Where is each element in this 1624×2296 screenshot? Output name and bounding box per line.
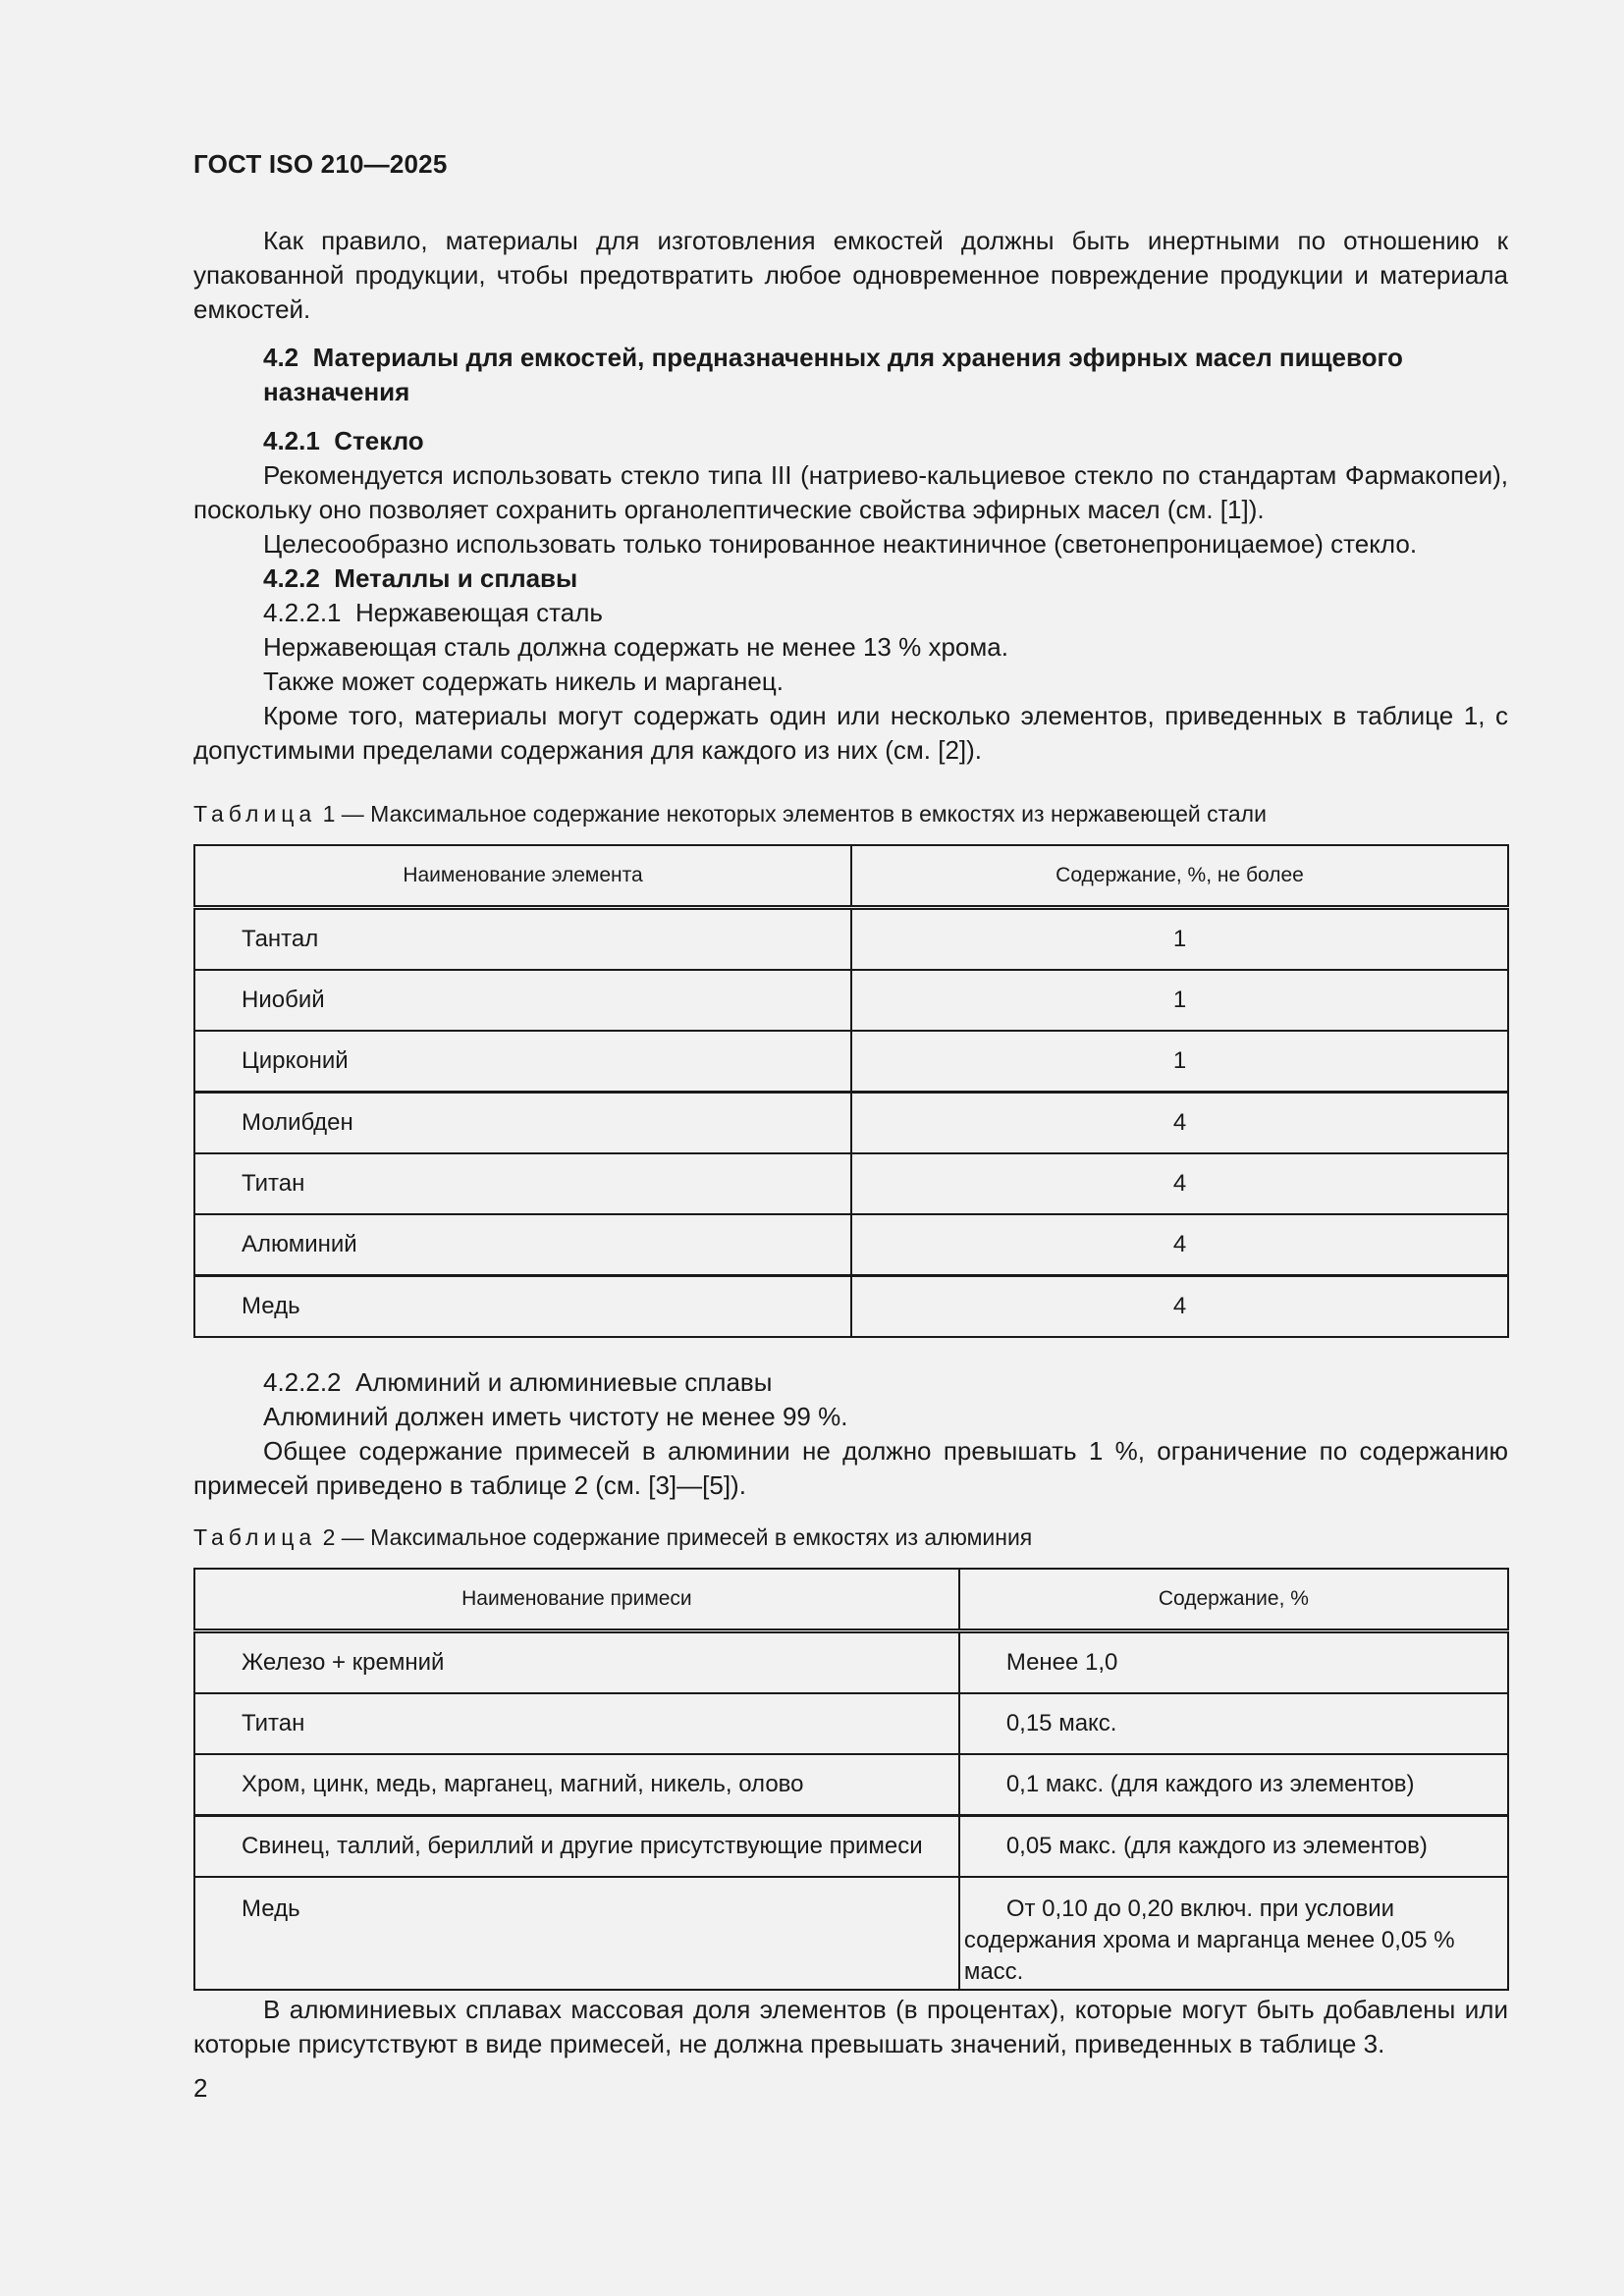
table-2-caption-text: 2 — Максимальное содержание примесей в емкостях из алюминия	[322, 1524, 1033, 1550]
element-value-cell: 1	[851, 970, 1508, 1031]
section-4-2-1-number: 4.2.1	[263, 426, 320, 455]
glass-paragraph-1: Рекомендуется использовать стекло типа III (натриево-кальциевое стекло по стандартам Фармакопеи), поскольку оно позволяет сохранить органолептические свойства эфирных масел (см. [1]).	[193, 460, 1508, 524]
table-row	[194, 1031, 1508, 1093]
impurity-name-cell: Железо + кремний	[194, 1631, 959, 1694]
table-1-caption	[193, 801, 1267, 828]
section-4-2-heading	[193, 341, 1508, 409]
element-value-cell: 4	[851, 1153, 1508, 1214]
table-2-caption-word: Таблица	[193, 1524, 317, 1550]
element-value-cell: 1	[851, 908, 1508, 971]
impurity-value-cell: От 0,10 до 0,20 включ. при условии содержания хрома и марганца менее 0,05 % масс.	[959, 1877, 1508, 1990]
glass-paragraph-2: Целесообразно использовать только тонированное неактиничное (светонепроницаемое) стекло.	[263, 529, 1418, 559]
document-header: ГОСТ ISO 210—2025	[193, 149, 448, 179]
steel-paragraph-3: Кроме того, материалы могут содержать один или несколько элементов, приведенных в таблице 1, с допустимыми пределами содержания для каждого из них (см. [2]).	[193, 701, 1508, 765]
section-4-2-number: 4.2	[263, 343, 299, 372]
section-4-2-2-2-number: 4.2.2.2	[263, 1367, 342, 1397]
section-4-2-1-title: Стекло	[334, 426, 424, 455]
section-4-2-2-2-heading	[193, 1365, 1508, 1400]
table-row	[194, 1093, 1508, 1154]
section-4-2-2-title: Металлы и сплавы	[334, 563, 578, 593]
table-row	[194, 1877, 1508, 1990]
closing-paragraph: В алюминиевых сплавах массовая доля элементов (в процентах), которые могут быть добавлены или которые присутствуют в виде примесей, не должна превышать значений, приведенных в таблице 3.	[193, 1995, 1508, 2058]
table-row	[194, 908, 1508, 971]
table-1-caption-word: Таблица	[193, 801, 317, 827]
table-row	[194, 1693, 1508, 1754]
element-name-cell: Медь	[194, 1276, 851, 1338]
element-name-cell: Алюминий	[194, 1214, 851, 1276]
impurity-value-cell: 0,05 макс. (для каждого из элементов)	[959, 1816, 1508, 1878]
element-name-cell: Молибден	[194, 1093, 851, 1154]
table-2-header-name: Наименование примеси	[194, 1569, 959, 1631]
element-name-cell: Ниобий	[194, 970, 851, 1031]
table-1-header-row	[194, 845, 1508, 908]
element-name-cell: Цирконий	[194, 1031, 851, 1093]
impurity-name-cell: Хром, цинк, медь, марганец, магний, никель, олово	[194, 1754, 959, 1816]
table-row	[194, 1631, 1508, 1694]
impurity-value-cell: 0,15 макс.	[959, 1693, 1508, 1754]
aluminium-paragraph-1: Алюминий должен иметь чистоту не менее 99 %.	[263, 1402, 848, 1431]
element-name-cell: Тантал	[194, 908, 851, 971]
section-4-2-title: Материалы для емкостей, предназначенных для хранения эфирных масел пищевого назначения	[263, 343, 1403, 406]
section-4-2-2-1-title: Нержавеющая сталь	[354, 598, 603, 627]
table-row	[194, 1153, 1508, 1214]
aluminium-paragraph-2: Общее содержание примесей в алюминии не должно превышать 1 %, ограничение по содержанию примесей приведено в таблице 2 (см. [3]—[5]).	[193, 1436, 1508, 1500]
section-4-2-2-number: 4.2.2	[263, 563, 320, 593]
table-2	[193, 1568, 1509, 1991]
page-number: 2	[193, 2073, 208, 2103]
impurity-name-cell: Медь	[194, 1877, 959, 1990]
table-row	[194, 1214, 1508, 1276]
impurity-name-cell: Свинец, таллий, бериллий и другие присутствующие примеси	[194, 1816, 959, 1878]
table-1-caption-text: 1 — Максимальное содержание некоторых элементов в емкостях из нержавеющей стали	[322, 801, 1267, 827]
section-4-2-2-2-title: Алюминий и алюминиевые сплавы	[354, 1367, 773, 1397]
section-4-2-1-heading	[193, 424, 1508, 458]
element-value-cell: 1	[851, 1031, 1508, 1093]
body-block-1	[193, 224, 1508, 768]
body-block-3	[193, 1993, 1508, 2061]
table-row	[194, 1754, 1508, 1816]
impurity-value-cell: 0,1 макс. (для каждого из элементов)	[959, 1754, 1508, 1816]
body-block-2	[193, 1365, 1508, 1503]
element-value-cell: 4	[851, 1214, 1508, 1276]
section-4-2-2-heading	[193, 561, 1508, 596]
table-1-header-name: Наименование элемента	[194, 845, 851, 908]
section-4-2-2-1-number: 4.2.2.1	[263, 598, 342, 627]
table-1	[193, 844, 1509, 1338]
table-row	[194, 1816, 1508, 1878]
steel-paragraph-2: Также может содержать никель и марганец.	[263, 667, 784, 696]
table-row	[194, 1276, 1508, 1338]
element-name-cell: Титан	[194, 1153, 851, 1214]
table-2-header-value: Содержание, %	[959, 1569, 1508, 1631]
element-value-cell: 4	[851, 1093, 1508, 1154]
intro-paragraph: Как правило, материалы для изготовления емкостей должны быть инертными по отношению к упакованной продукции, чтобы предотвратить любое одновременное повреждение продукции и материала емкостей.	[193, 226, 1508, 324]
table-2-header-row	[194, 1569, 1508, 1631]
steel-paragraph-1: Нержавеющая сталь должна содержать не менее 13 % хрома.	[263, 632, 1008, 662]
table-row	[194, 970, 1508, 1031]
element-value-cell: 4	[851, 1276, 1508, 1338]
section-4-2-2-1-heading	[193, 596, 1508, 630]
table-1-header-value: Содержание, %, не более	[851, 845, 1508, 908]
table-2-caption	[193, 1524, 1032, 1551]
impurity-name-cell: Титан	[194, 1693, 959, 1754]
impurity-value-cell: Менее 1,0	[959, 1631, 1508, 1694]
